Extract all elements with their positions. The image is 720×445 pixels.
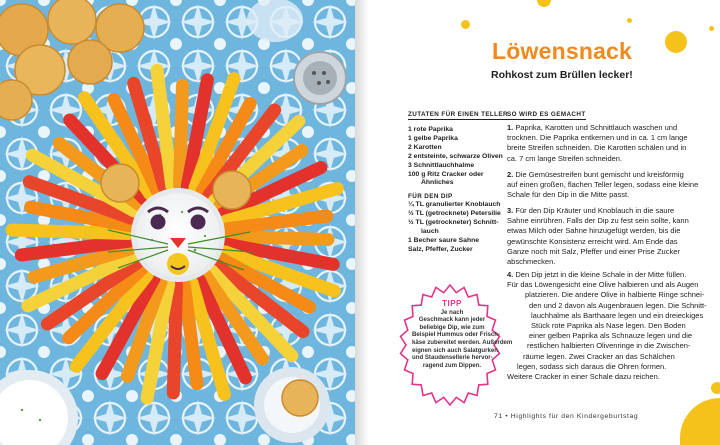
tip-line: Geschmack kann jeder: [418, 316, 486, 324]
step-line: Weitere Cracker in einer Schale dazu reichen.: [507, 372, 660, 382]
ingredients-heading: ZUTATEN FÜR EINEN TELLER: [408, 111, 508, 118]
tip-label: TIPP: [442, 299, 462, 308]
step-line: Schale für den Dip in die Mitte passt.: [507, 190, 630, 200]
tip-line: beliebige Dip, wie zum: [419, 323, 485, 331]
step-line: restlichen halbierten Olivenringe in die Zwischen-: [527, 341, 691, 351]
dip-heading: FÜR DEN DIP: [408, 193, 453, 200]
step-line: Stück rote Paprika als Nase legen. Den Boden: [531, 321, 686, 331]
page-footer: 71 • Highlights für den Kindergeburtstag: [494, 413, 639, 420]
tip-line: eignen sich auch Salatgurken: [412, 346, 499, 354]
step-line: Für den Dip Kräuter und Knoblauch in die saure: [515, 206, 675, 215]
page-gutter: [355, 0, 369, 445]
method-heading: SO WIRD ES GEMACHT: [507, 111, 586, 118]
ingredient-item: Ähnliches: [421, 179, 454, 187]
vegetable-strip: [180, 85, 183, 185]
step-line: legen, sodass sich daraus die Ohren formen.: [517, 361, 667, 371]
dip-item: ¼ TL granulierter Knoblauch: [408, 201, 501, 208]
step-line: Die Gemüsestreifen bunt gemischt und kreisförmig: [515, 170, 684, 179]
ingredient-item: 2 entsteinte, schwarze Oliven: [408, 152, 503, 160]
step-line: den und 2 davon als Augenbrauen legen. Die Schnitt-: [529, 300, 707, 310]
tip-line: ragend zum Dippen.: [422, 361, 482, 369]
ingredient-item: 1 rote Paprika: [408, 126, 453, 133]
recipe-title: Löwensnack: [492, 38, 633, 64]
step-line: Für das Löwengesicht eine Olive halbieren und als Augen: [507, 280, 699, 290]
step-line: abschmecken.: [507, 257, 556, 267]
glass-bowl: [247, 0, 303, 42]
method-step-2: [507, 170, 707, 201]
ingredient-item: 1 gelbe Paprika: [408, 134, 458, 142]
step-number: 2.: [507, 170, 514, 179]
step-line: Den Dip jetzt in die kleine Schale in der Mitte füllen.: [515, 270, 687, 279]
decor-dot: [461, 20, 470, 29]
decor-dot: [709, 26, 714, 31]
salt-shaker: [294, 52, 346, 104]
step-line: Sahne einrühren. Falls der Dip zu fest sein sollte, kann: [507, 216, 689, 226]
step-number: 3.: [507, 206, 514, 215]
recipe-subtitle: Rohkost zum Brüllen lecker!: [491, 69, 633, 81]
tip-line: Beispiel Hummus oder Frisch-: [412, 331, 501, 339]
tip-line: und Staudensellerie hervor-: [412, 354, 493, 362]
dip-item: Salz, Pfeffer, Zucker: [408, 245, 473, 253]
ingredient-item: 2 Karotten: [408, 143, 442, 151]
step-line: einer gelben Paprika als Schnauze legen und die: [529, 331, 693, 341]
decor-dot: [627, 18, 632, 23]
step-line: Paprika, Karotten und Schnittlauch waschen und: [515, 123, 678, 132]
cracker-ear-right: [213, 171, 251, 209]
step-line: trocknen. Die Paprika entkernen und in ca. 1 cm lange: [507, 133, 688, 143]
decor-dot: [680, 398, 720, 445]
step-line: Ganze noch mit Salz, Pfeffer und einer Prise Zucker: [507, 246, 680, 256]
step-line: platzieren. Die andere Olive in halbierte Ringe schnei-: [525, 290, 705, 300]
step-line: lauchhalme als Barthaare legen und ein dreieckiges: [531, 310, 704, 320]
dip-item: lauch: [421, 227, 439, 235]
step-number: 1.: [507, 123, 514, 132]
decor-dot: [665, 31, 687, 53]
step-number: 4.: [507, 270, 514, 279]
tip-text: [412, 299, 513, 369]
ingredient-item: 100 g Ritz Cracker oder: [408, 170, 484, 178]
cracker-ear-left: [101, 164, 139, 202]
step-line: etwas Milch oder Sahne hinzugefügt werden, bis die: [507, 226, 681, 236]
method-step-1: [507, 123, 707, 164]
tip-line: Je nach: [440, 308, 464, 316]
dip-ingredient-list: [408, 201, 504, 254]
method-step-4: [507, 270, 707, 382]
decor-dot: [711, 382, 720, 394]
step-line: gewünschte Konsistenz erreicht wird. Am Ende das: [507, 236, 678, 246]
vegetable-strip: [173, 285, 176, 393]
recipe-photo: [0, 0, 355, 445]
dip-item: ½ TL (getrockneter) Schnitt-: [408, 218, 499, 226]
dip-item: 1 Becher saure Sahne: [408, 236, 480, 244]
step-line: auf einen großen, flachen Teller legen, sodass eine kleine: [507, 180, 699, 190]
ingredient-list: [408, 126, 503, 188]
method-step-3: [507, 206, 707, 267]
dip-item: ½ TL (getrocknete) Petersilie: [408, 209, 501, 217]
step-line: räume legen. Zwei Cracker an das Schälchen: [523, 351, 675, 361]
tip-line: käse zubereitet werden. Außerdem: [412, 338, 513, 346]
step-line: breite Streifen schneiden. Die Karotten schälen und in: [507, 143, 687, 153]
ingredient-item: 3 Schnittlauchhalme: [408, 161, 475, 169]
vegetable-strip: [228, 237, 328, 240]
decor-dot: [537, 0, 551, 7]
side-cracker-bowl: [254, 367, 330, 443]
step-line: ca. 7 cm lange Streifen schneiden.: [507, 153, 623, 163]
